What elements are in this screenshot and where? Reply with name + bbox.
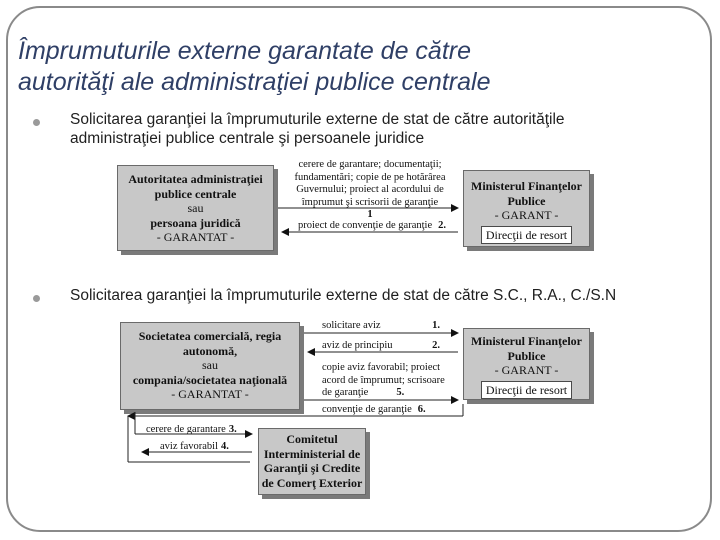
committee-line3: Garanţii şi Credite: [263, 461, 361, 475]
s2-flow5-line2: acord de împrumut; scrisoare: [322, 374, 445, 386]
section2-bullet-text: Solicitarea garanţiei la împrumuturile externe de stat de către S.C., R.A., C./S.N: [70, 287, 617, 304]
s2-flow1-label: solicitare aviz: [322, 320, 381, 331]
s1-flow-bottom-num: 2.: [438, 220, 446, 231]
s2-left-line5: - GARANTAT -: [171, 387, 249, 401]
s1-right-line3: - GARANT -: [494, 208, 559, 222]
s1-direction-box: Direcţii de resort: [481, 226, 572, 245]
s1-flow-top-line2: fundamentări; copie de pe hotărârea: [294, 171, 446, 183]
s2-flow4-num: 4.: [221, 441, 229, 452]
s1-flow-bottom-label: proiect de convenţie de garanţie: [298, 220, 433, 231]
s1-flow-top-line1: cerere de garantare; documentaţii;: [298, 159, 442, 170]
s2-flow1-num: 1.: [432, 320, 440, 331]
s2-direction-box: Direcţii de resort: [481, 381, 572, 400]
s2-flow3-num: 3.: [228, 424, 237, 435]
s2-flow5-num: 5.: [396, 387, 405, 398]
committee-line2: Interministerial de: [263, 446, 361, 461]
s2-flow3-label: cerere de garantare: [146, 424, 226, 435]
s2-flow4-label: aviz favorabil: [160, 441, 219, 452]
section1-bullet-text: Solicitarea garanţiei la împrumuturile externe de stat de către autorităţile administraţiei publice centrale şi persoanele juridice: [70, 111, 565, 147]
s2-flow2-num: 2.: [432, 340, 440, 351]
s2-left-line1: Societatea comercială, regia: [138, 329, 282, 343]
s2-left-line4: compania/societatea naţională: [132, 372, 288, 387]
committee-line4: de Comerţ Exterior: [261, 475, 363, 490]
s2-flow6-label: convenţie de garanţie: [322, 404, 412, 415]
s1-left-line3: sau: [187, 201, 204, 215]
s2-right-line3: - GARANT -: [494, 363, 559, 377]
s2-left-line2: autonomă,: [182, 343, 238, 358]
s2-flow6-num: 6.: [417, 404, 426, 415]
s2-left-line3: sau: [202, 358, 218, 372]
s1-left-line2: publice centrale: [154, 186, 237, 201]
title-line-2: autorităţi ale administraţiei publice centrale: [18, 68, 491, 96]
s1-right-line1: Ministerul Finanţelor: [471, 179, 582, 193]
s1-flow-top-num: 1: [367, 209, 373, 220]
title-line-1: Împrumuturile externe garantate de către: [18, 37, 472, 65]
committee-line1: Comitetul: [286, 432, 338, 446]
s1-flow-top-line4: împrumut şi scrisorii de garanţie: [301, 196, 439, 208]
s1-left-line5: - GARANTAT -: [156, 230, 235, 244]
s2-flow5-line3: de garanţie: [322, 387, 369, 398]
s2-right-line1: Ministerul Finanţelor: [471, 334, 582, 348]
s2-flow2-label: aviz de principiu: [322, 340, 393, 351]
s2-flow5-line1: copie aviz favorabil; proiect: [322, 362, 441, 373]
s1-left-line4: persoana juridică: [150, 215, 241, 230]
s1-left-line1: Autoritatea administraţiei: [128, 172, 263, 186]
s1-flow-top-line3: Guvernului; proiect al acordului de: [296, 184, 444, 195]
s2-right-line2: Publice: [507, 348, 546, 363]
s1-right-line2: Publice: [507, 193, 546, 208]
